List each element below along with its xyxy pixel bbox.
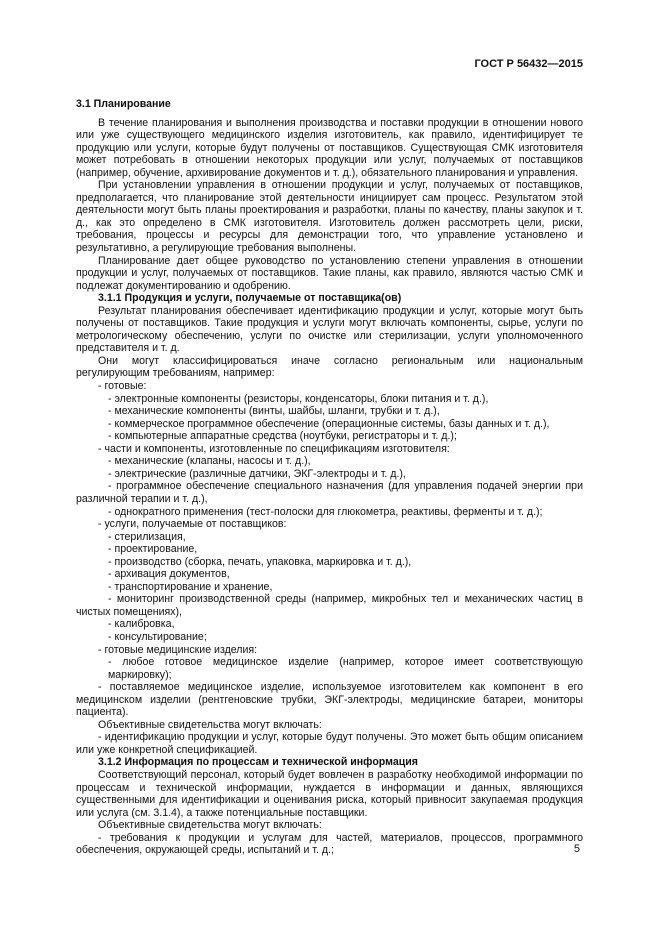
list-item: - производство (сборка, печать, упаковка, маркировка и т. д.), bbox=[108, 555, 412, 568]
list-item: - коммерческое программное обеспечение (операционные системы, базы данных и т. д.), bbox=[108, 417, 550, 430]
list-item: - калибровка, bbox=[108, 618, 175, 631]
subsection-title: 3.1.1 Продукция и услуги, получаемые от поставщика(ов) bbox=[98, 292, 402, 305]
list-item: - электронные компоненты (резисторы, конденсаторы, блоки питания и т. д.), bbox=[108, 392, 489, 405]
document-body bbox=[76, 98, 583, 857]
list-item: - поставляемое медицинское изделие, используемое изготовителем как компонент в его медицинском изделии (рентгеновские трубки, ЭКГ-электроды, медицинские батареи, мониторы пациента). bbox=[76, 681, 583, 719]
paragraph: Результат планирования обеспечивает идентификацию продукции и услуг, которые могут быть получены от поставщиков. Такие продукция и услуги могут включать компоненты, сырье, услуги по метрологическому обеспечению, услуги по очистке или стерилизации, услуги уполномоченного представителя и т. д. bbox=[76, 304, 583, 355]
list-item: - электрические (различные датчики, ЭКГ-электроды и т. д.), bbox=[108, 467, 406, 480]
paragraph: - идентификацию продукции и услуг, которые будут получены. Это может быть общим описанием или уже конкретной спецификацией. bbox=[76, 731, 583, 756]
page-number: 5 bbox=[573, 843, 580, 855]
list-item: - услуги, получаемые от поставщиков: bbox=[98, 518, 287, 531]
list-item: - проектирование, bbox=[108, 543, 198, 556]
paragraph: - требования к продукции и услугам для частей, материалов, процессов, программного обеспечения, окружающей среды, испытаний и т. д.; bbox=[76, 831, 583, 857]
list-item: - готовые медицинские изделия: bbox=[98, 643, 258, 656]
list-item: - компьютерные аппаратные средства (ноутбуки, регистраторы и т. д.); bbox=[108, 430, 457, 443]
list-item: - механические компоненты (винты, шайбы, шланги, трубки и т. д.), bbox=[108, 405, 440, 418]
list-item: - части и компоненты, изготовленные по спецификациям изготовителя: bbox=[98, 442, 450, 455]
paragraph: Объективные свидетельства могут включать: bbox=[98, 819, 322, 832]
list-item: - программное обеспечение специального назначения (для управления подачей энергии при различной терапии и т. д.), bbox=[76, 480, 583, 505]
paragraph: Объективные свидетельства могут включать: bbox=[98, 718, 322, 731]
list-item: - консультирование; bbox=[108, 630, 207, 643]
paragraph: Планирование дает общее руководство по установлению степени управления в отношении продукции и услуг, получаемых от поставщиков. Такие планы, как правило, являются частью СМК и подлежат документированию и одобрению. bbox=[76, 254, 583, 292]
list-item: - стерилизация, bbox=[108, 530, 186, 543]
list-item: - мониторинг производственной среды (например, микробных тел и механических частиц в чистых помещениях), bbox=[76, 593, 583, 618]
page-header: ГОСТ Р 56432—2015 bbox=[474, 58, 583, 70]
paragraph: Они могут классифицироваться иначе согласно региональным или национальным регулирующим требованиям, например: bbox=[76, 354, 583, 380]
paragraph: Соответствующий персонал, который будет вовлечен в разработку необходимой информации по процессам и технической информации, нуждается в информации и данных, являющихся существенными для идентификации и оценивания риска, который привносит закупаемая продукция или услуга (см. 3.1.4), а также потенциальные поставщики. bbox=[76, 768, 583, 819]
list-item: - механические (клапаны, насосы и т. д.), bbox=[108, 455, 311, 468]
list-item: - архивация документов, bbox=[108, 568, 230, 581]
paragraph: В течение планирования и выполнения производства и поставки продукции в отношении нового или уже существующего медицинского изделия изготовитель, как правило, идентифицирует те продукцию или услуги, которые будут получены от поставщиков. Существующая СМК изготовителя может потребовать в отношении некоторых продукции или услуг, получаемых от поставщиков (например, обучение, архивирование документов и т. д.), обязательного планирования и управления. bbox=[76, 116, 583, 179]
section-title: 3.1 Планирование bbox=[76, 98, 171, 110]
subsection-title: 3.1.2 Информация по процессам и технической информация bbox=[98, 756, 418, 769]
paragraph: При установлении управления в отношении продукции и услуг, получаемых от поставщиков, предполагается, что планирование этой деятельности инициирует сам процесс. Результатом этой деятельности могут быть планы проектирования и разработки, планы по качеству, планы закупок и т. д., как это определено в СМК изготовителя. Изготовитель должен рассмотреть цели, риски, требования, процессы и ресурсы для демонстрации того, что управление установлено и результативно, а регулирующие требования выполнены. bbox=[76, 179, 583, 255]
list-item: - готовые: bbox=[98, 380, 147, 393]
list-item: - однократного применения (тест-полоски для глюкометра, реактивы, ферменты и т. д.); bbox=[108, 505, 543, 518]
list-item: - любое готовое медицинское изделие (например, которое имеет соответствующую маркировку); bbox=[108, 656, 583, 681]
list-item: - транспортирование и хранение, bbox=[108, 580, 273, 593]
